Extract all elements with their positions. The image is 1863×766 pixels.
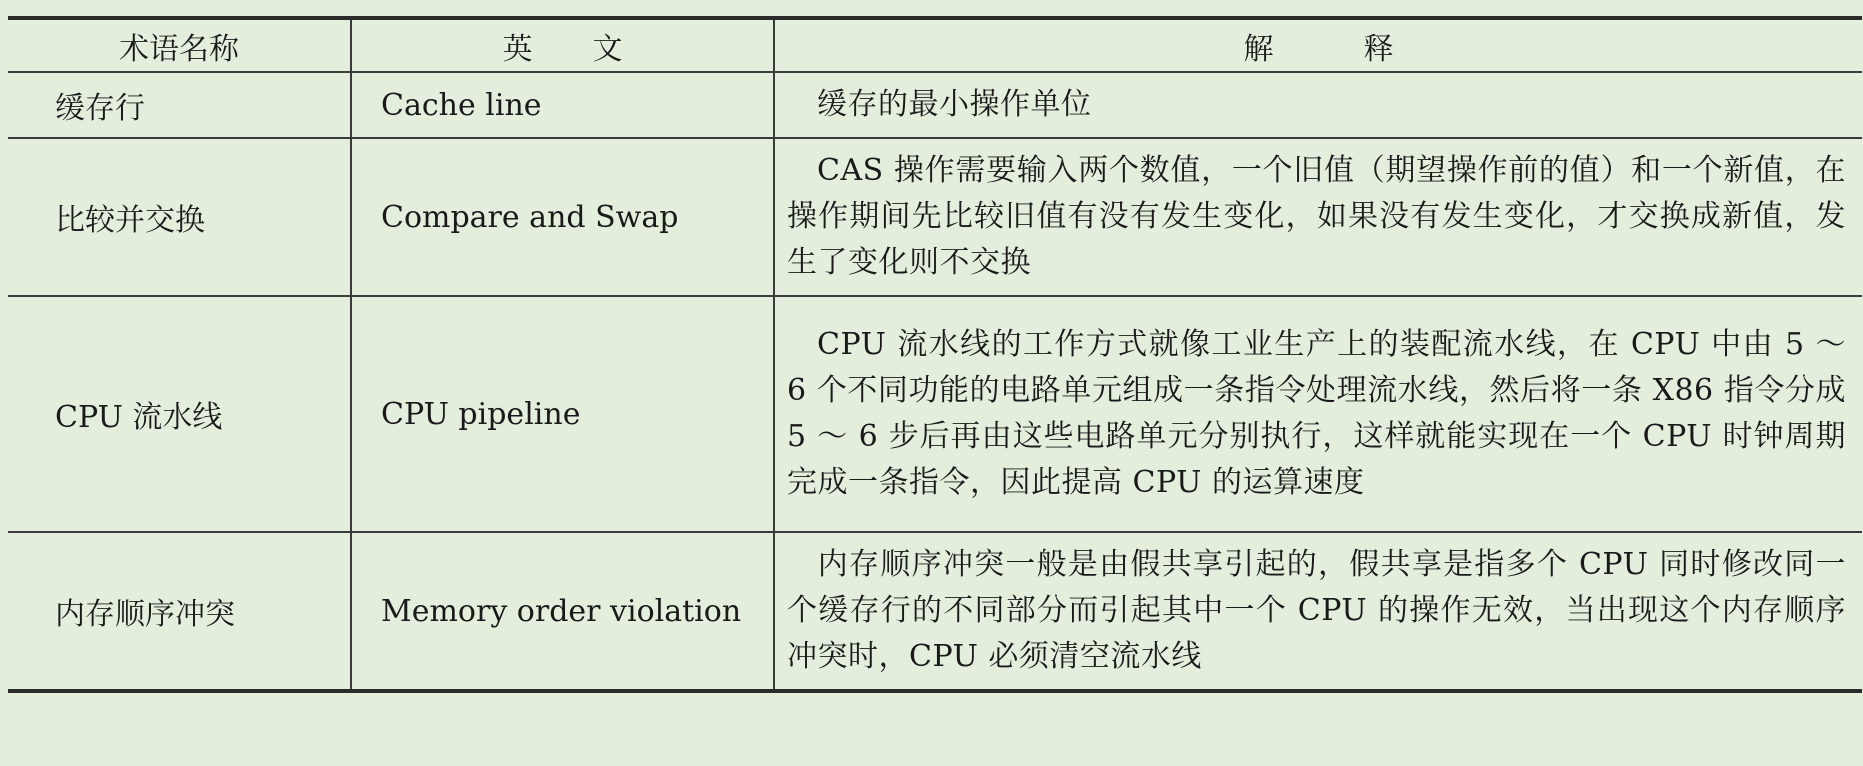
description-text: 内存顺序冲突一般是由假共享引起的，假共享是指多个 CPU 同时修改同一个缓存行的不同部分而引起其中一个 CPU 的操作无效，当出现这个内存顺序冲突时，CPU 必须清空流水线 (787, 547, 1846, 674)
header-term: 术语名称 (8, 18, 351, 72)
english-cell: CPU pipeline (351, 296, 774, 532)
terminology-table-container (8, 16, 1862, 693)
header-row (8, 18, 1862, 72)
term-cell: 内存顺序冲突 (8, 532, 351, 691)
table-body (8, 72, 1862, 691)
table-row (8, 72, 1862, 138)
description-cell (774, 72, 1862, 138)
description-cell (774, 138, 1862, 296)
description-cell (774, 532, 1862, 691)
english-cell: Cache line (351, 72, 774, 138)
table-header (8, 18, 1862, 72)
english-cell: Memory order violation (351, 532, 774, 691)
english-cell: Compare and Swap (351, 138, 774, 296)
term-cell: 缓存行 (8, 72, 351, 138)
table-row (8, 138, 1862, 296)
terminology-table (8, 16, 1862, 693)
description-text: 缓存的最小操作单位 (817, 87, 1092, 122)
header-english: 英 文 (351, 18, 774, 72)
term-cell: CPU 流水线 (8, 296, 351, 532)
header-description: 解 释 (774, 18, 1862, 72)
description-text: CPU 流水线的工作方式就像工业生产上的装配流水线，在 CPU 中由 5 ～ 6 个不同功能的电路单元组成一条指令处理流水线，然后将一条 X86 指令分成 5 ～ 6 步后再由这些电路单元分别执行，这样就能实现在一个 CPU 时钟周期完成一条指令，因此提高 CPU 的运算速度 (787, 327, 1846, 500)
table-row (8, 296, 1862, 532)
description-text: CAS 操作需要输入两个数值，一个旧值（期望操作前的值）和一个新值，在操作期间先比较旧值有没有发生变化，如果没有发生变化，才交换成新值，发生了变化则不交换 (787, 153, 1846, 280)
term-cell: 比较并交换 (8, 138, 351, 296)
description-cell (774, 296, 1862, 532)
table-row (8, 532, 1862, 691)
